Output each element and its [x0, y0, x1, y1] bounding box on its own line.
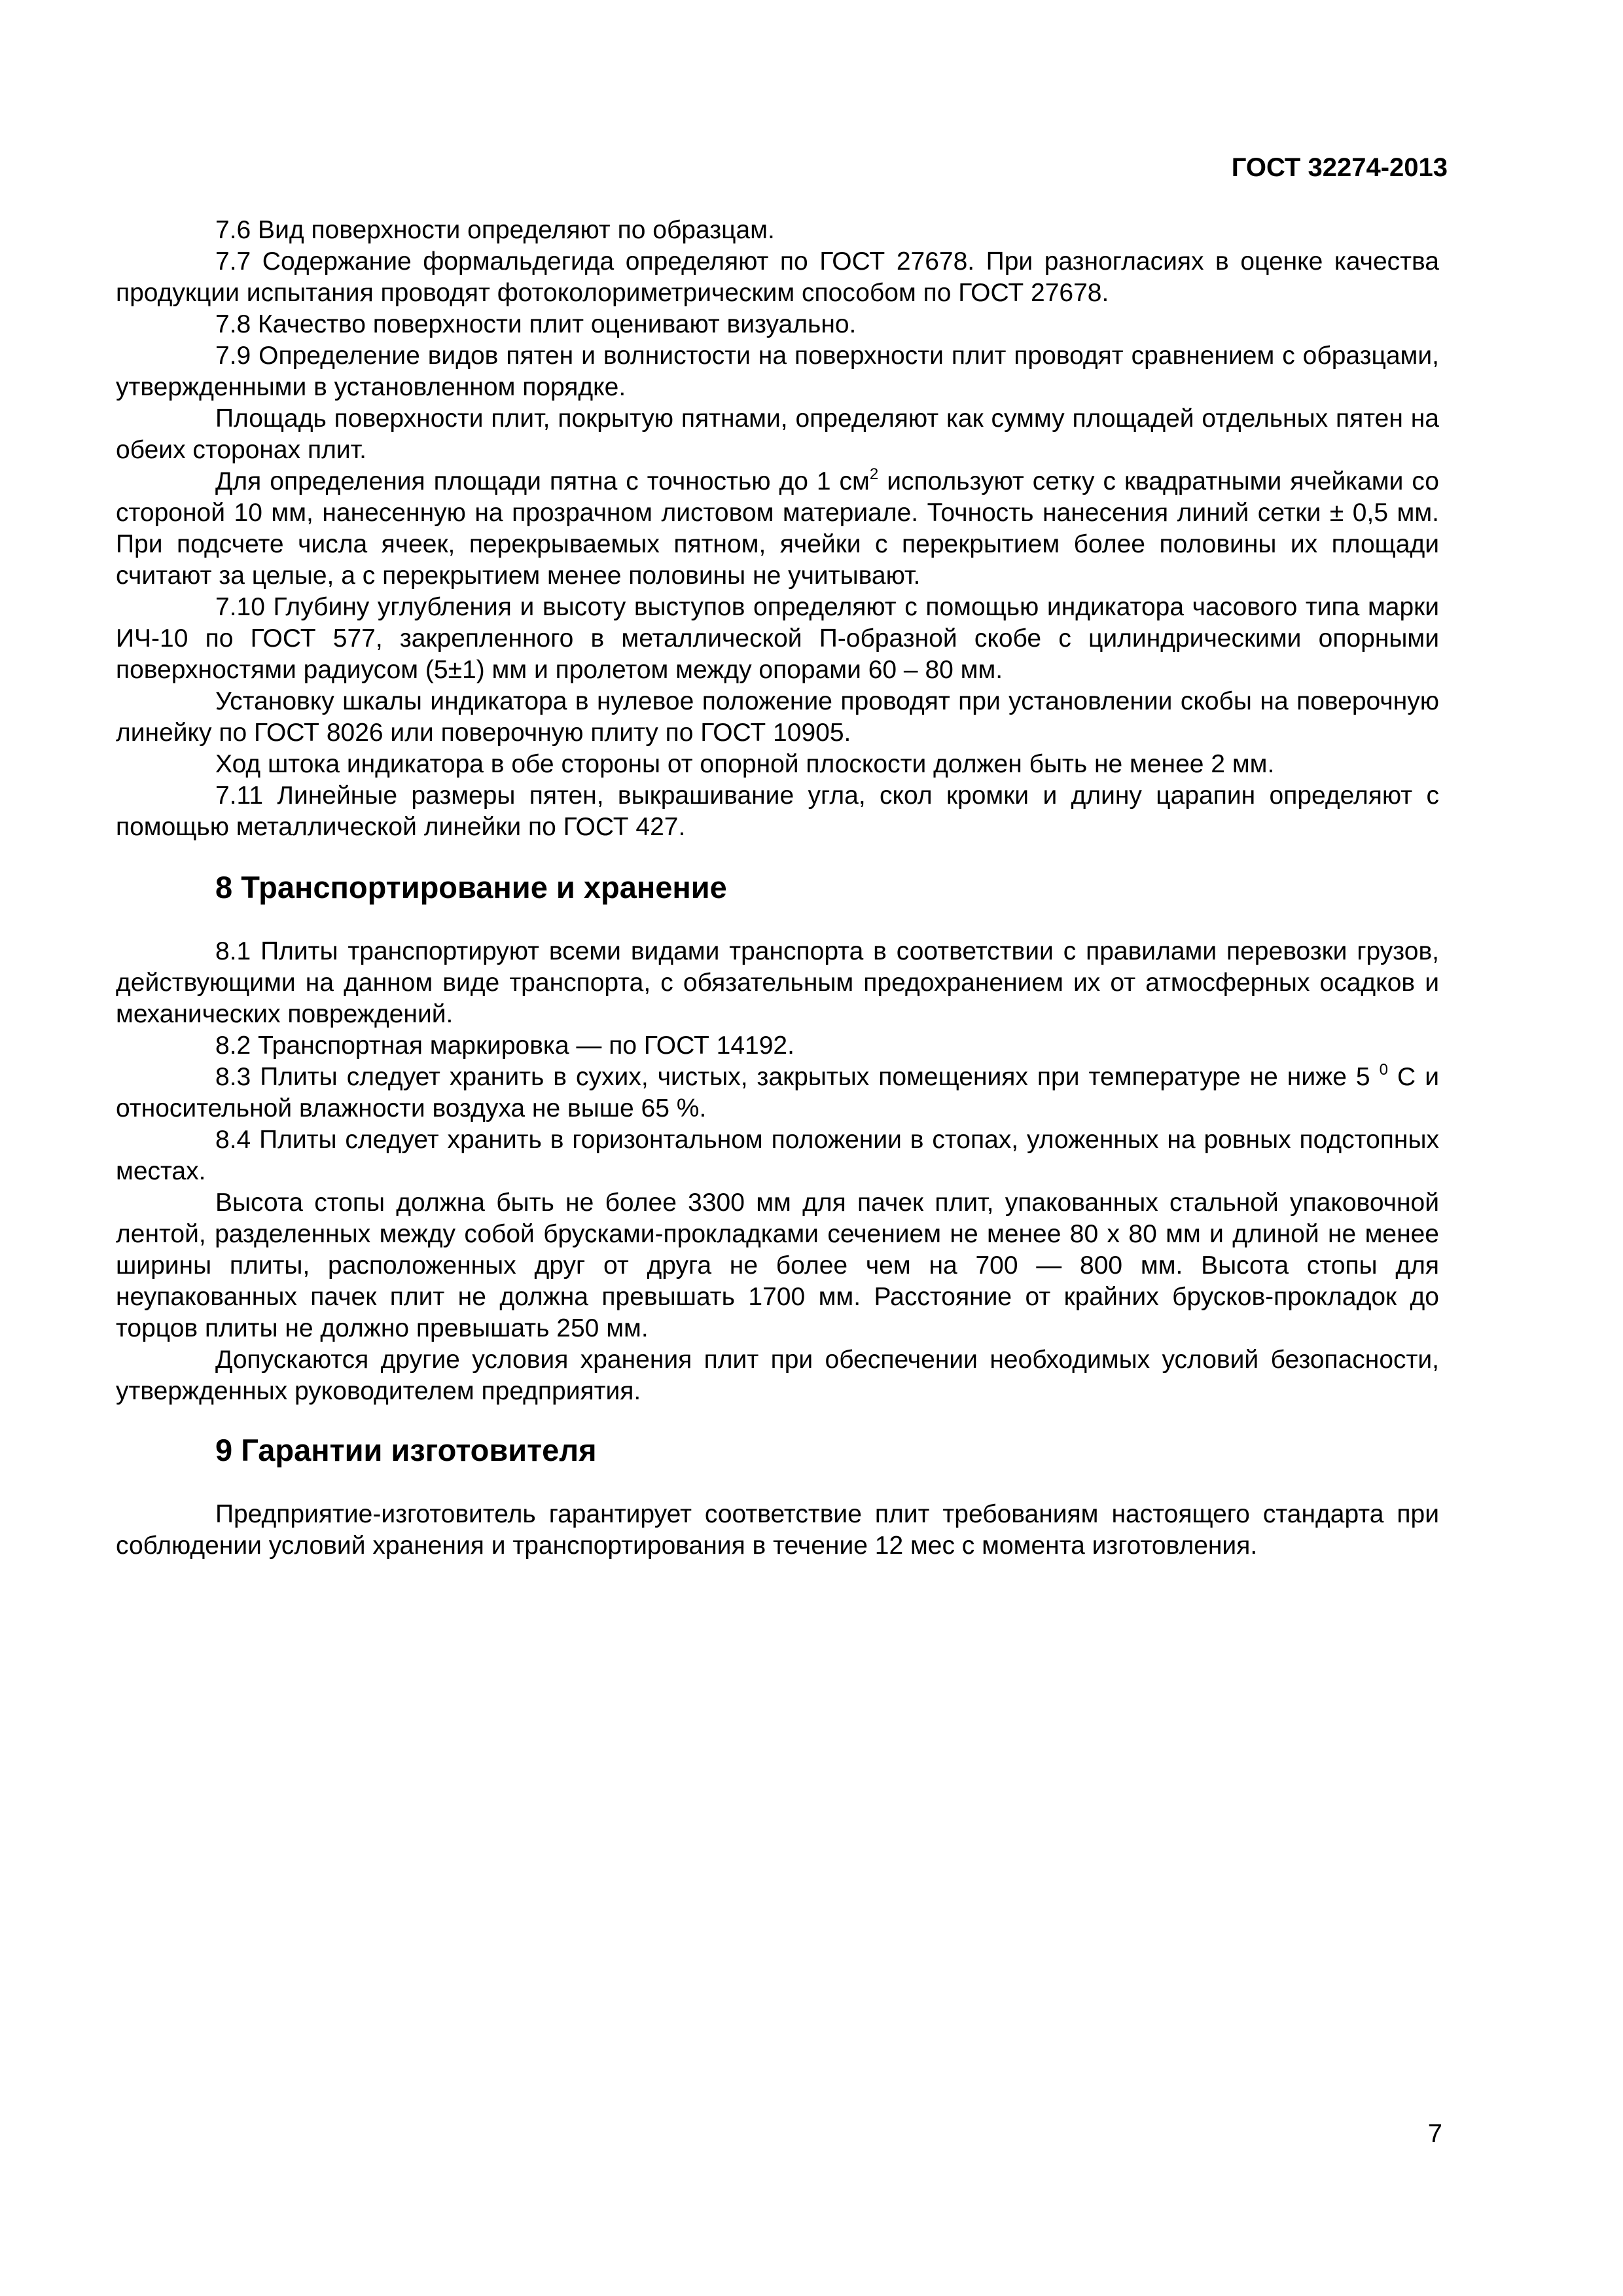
paragraph-other-conditions: Допускаются другие условия хранения плит при обеспечении необходимых условий безопасности, утвержденных руководителем предприятия. [116, 1346, 1439, 1405]
paragraph-8-1: 8.1 Плиты транспортируют всеми видами транспорта в соответствии с правилами перевозки грузов, действующими на данном виде транспорта, с обязательным предохранением их от атмосферных осадков и механических повреждений. [116, 937, 1439, 1028]
paragraph-grid-accuracy-part2: используют сетку с квадратными ячейками со стороной 10 мм, нанесенную на прозрачном листовом материале. Точность нанесения линий сетки ± 0,5 мм. При подсчете числа ячеек, перекрываемых пятном, ячейки с перекрытием более половины их площади считают за целые, а с перекрытием менее половины не учитывают. [116, 467, 1439, 590]
paragraph-8-3-part1: 8.3 Плиты следует хранить в сухих, чистых, закрытых помещениях при температуре не ниже 5 [215, 1063, 1380, 1091]
superscript-degree: 0 [1379, 1061, 1388, 1079]
paragraph-7-7: 7.7 Содержание формальдегида определяют по ГОСТ 27678. При разногласиях в оценке качества продукции испытания проводят фотоколориметрическим способом по ГОСТ 27678. [116, 247, 1439, 307]
paragraph-stain-area: Площадь поверхности плит, покрытую пятнами, определяют как сумму площадей отдельных пятен на обеих сторонах плит. [116, 404, 1439, 464]
paragraph-grid-accuracy-part1: Для определения площади пятна с точностью до 1 см [215, 467, 870, 495]
section-8-heading: 8 Транспортирование и хранение [215, 870, 727, 905]
paragraph-7-6: 7.6 Вид поверхности определяют по образцам. [215, 216, 775, 244]
paragraph-8-3-part2: С и относительной влажности воздуха не выше 65 %. [116, 1063, 1439, 1122]
paragraph-7-8: 7.8 Качество поверхности плит оценивают визуально. [215, 310, 857, 338]
paragraph-8-3 [116, 1062, 1439, 1124]
page-content [116, 215, 1439, 1562]
paragraph-8-2: 8.2 Транспортная маркировка — по ГОСТ 14192. [215, 1031, 794, 1060]
paragraph-7-9: 7.9 Определение видов пятен и волнистости на поверхности плит проводят сравнением с образцами, утвержденными в установленном порядке. [116, 342, 1439, 401]
paragraph-7-10: 7.10 Глубину углубления и высоту выступов определяют с помощью индикатора часового типа марки ИЧ-10 по ГОСТ 577, закрепленного в металлической П-образной скобе с цилиндрическими опорными поверхностями радиусом (5±1) мм и пролетом между опорами 60 – 80 мм. [116, 593, 1439, 684]
paragraph-warranty: Предприятие-изготовитель гарантирует соответствие плит требованиям настоящего стандарта при соблюдении условий хранения и транспортирования в течение 12 мес с момента изготовления. [116, 1500, 1439, 1560]
paragraph-indicator-zero: Установку шкалы индикатора в нулевое положение проводят при установлении скобы на поверочную линейку по ГОСТ 8026 или поверочную плиту по ГОСТ 10905. [116, 687, 1439, 747]
section-9-heading: 9 Гарантии изготовителя [215, 1433, 597, 1467]
document-code-header: ГОСТ 32274-2013 [1231, 153, 1448, 182]
paragraph-grid-accuracy [116, 466, 1439, 592]
page-number: 7 [1427, 2119, 1442, 2148]
paragraph-8-4: 8.4 Плиты следует хранить в горизонтальном положении в стопах, уложенных на ровных подстопных местах. [116, 1126, 1439, 1185]
paragraph-indicator-stroke: Ход штока индикатора в обе стороны от опорной плоскости должен быть не менее 2 мм. [215, 750, 1275, 778]
paragraph-stack-height: Высота стопы должна быть не более 3300 мм для пачек плит, упакованных стальной упаковочной лентой, разделенных между собой брусками-прокладками сечением не менее 80 х 80 мм и длиной не менее ширины плиты, расположенных друг от друга не более чем на 700 — 800 мм. Высота стопы для неупакованных пачек плит не должна превышать 1700 мм. Расстояние от крайних брусков-прокладок до торцов плиты не должно превышать 250 мм. [116, 1189, 1439, 1342]
superscript-square: 2 [869, 465, 879, 483]
paragraph-7-11: 7.11 Линейные размеры пятен, выкрашивание угла, скол кромки и длину царапин определяют с помощью металлической линейки по ГОСТ 427. [116, 781, 1439, 841]
